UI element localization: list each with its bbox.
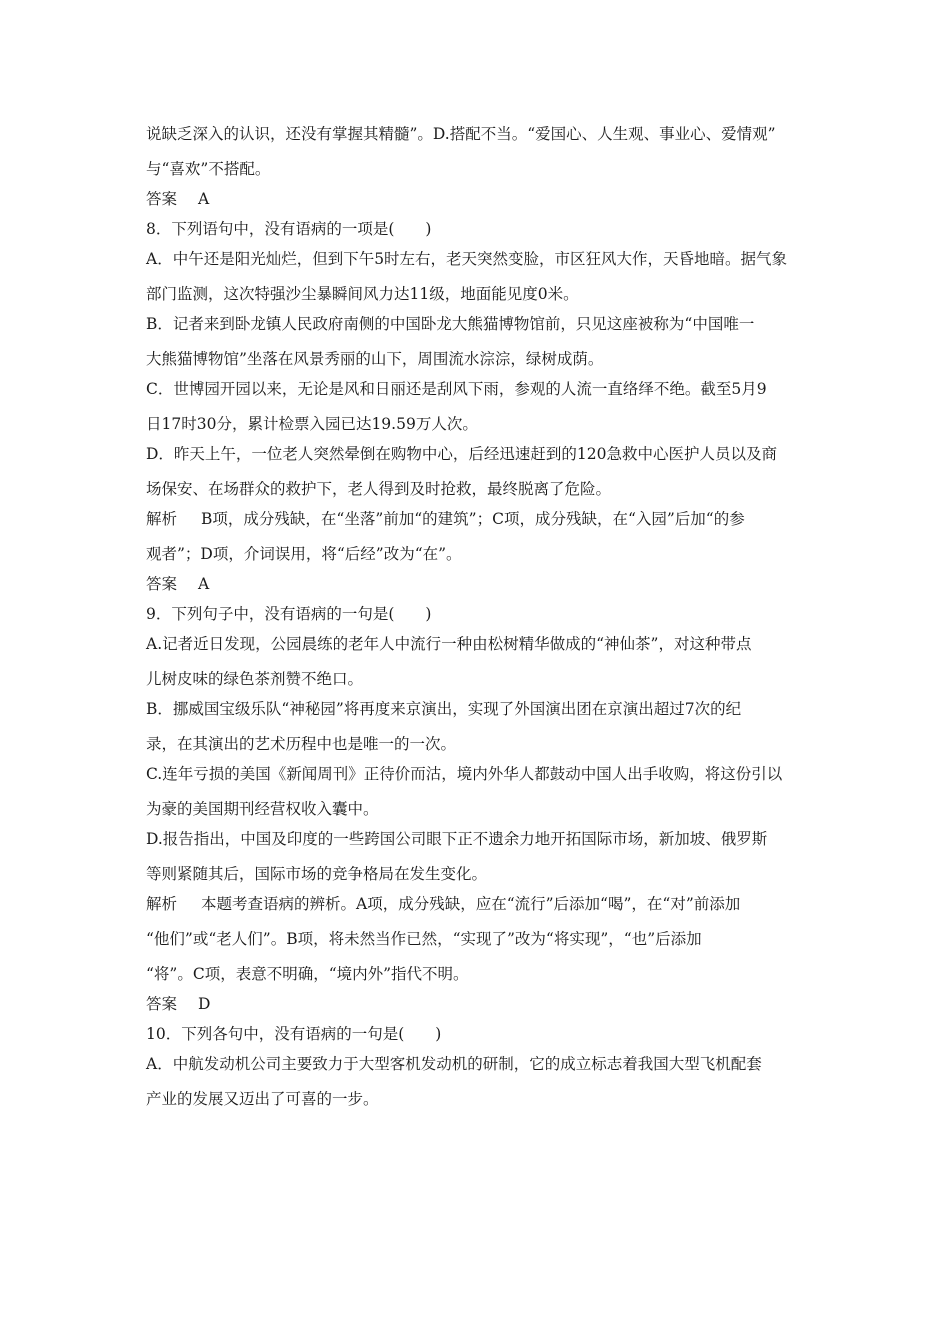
line-text: B项，成分残缺，在“坐落”前加“的建筑”；C项，成分残缺，在“入园”后加“的参 [201,510,745,528]
answer-row [146,188,810,210]
answer-label: 答案 [146,995,178,1013]
line-text: 等则紧随其后，国际市场的竞争格局在发生变化。 [146,865,488,883]
text-line [146,1023,810,1045]
answer-option [146,763,810,820]
line-text: 大熊猫博物馆”坐落在风景秀丽的山下，周围流水淙淙，绿树成荫。 [146,350,604,368]
answer-row [146,573,810,595]
line-text: “将”。C项，表意不明确，“境内外”指代不明。 [146,965,469,983]
answer-line [146,188,810,210]
text-line [146,348,810,370]
text-line [146,313,810,335]
document-page [146,123,810,1118]
line-text: D．昨天上午，一位老人突然晕倒在购物中心，后经迅速赶到的120急救中心医护人员以及商 [146,445,778,463]
line-text: D.报告指出，中国及印度的一些跨国公司眼下正不遗余力地开拓国际市场，新加坡、俄罗斯 [146,830,768,848]
text-line [146,603,810,625]
answer-option [146,248,810,305]
text-line [146,248,810,270]
text-line [146,928,810,950]
line-text: C．世博园开园以来，无论是风和日丽还是刮风下雨，参观的人流一直络绎不绝。截至5月9 [146,380,767,398]
line-text: A．中航发动机公司主要致力于大型客机发动机的研制，它的成立标志着我国大型飞机配套 [146,1055,762,1073]
line-text: 产业的发展又迈出了可喜的一步。 [146,1090,379,1108]
answer-option [146,313,810,370]
analysis-paragraph [146,508,810,565]
question-stem [146,1023,810,1045]
text-line [146,123,810,145]
line-text: 录，在其演出的艺术历程中也是唯一的一次。 [146,735,457,753]
text-line [146,413,810,435]
text-line [146,863,810,885]
answer-row [146,993,810,1015]
text-line [146,443,810,465]
analysis-paragraph [146,893,810,985]
text-line [146,1053,810,1075]
answer-option [146,1053,810,1110]
text-line [146,893,810,915]
line-text: 9．下列句子中，没有语病的一句是( ) [146,605,432,623]
question-stem [146,218,810,240]
text-line [146,763,810,785]
text-line [146,1088,810,1110]
text-line [146,668,810,690]
answer-value: D [198,995,211,1013]
analysis-label: 解析 [146,510,178,528]
text-line [146,158,810,180]
text-line [146,963,810,985]
line-text: 日17时30分，累计检票入园已达19.59万人次。 [146,415,478,433]
line-text: 观者”；D项，介词误用，将“后经”改为“在”。 [146,545,462,563]
text-line [146,283,810,305]
text-line [146,798,810,820]
analysis-label: 解析 [146,895,178,913]
line-text: B．记者来到卧龙镇人民政府南侧的中国卧龙大熊猫博物馆前，只见这座被称为“中国唯一 [146,315,755,333]
line-text: A.记者近日发现，公园晨练的老年人中流行一种由松树精华做成的“神仙茶”，对这种带点 [146,635,752,653]
answer-value: A [198,190,210,208]
answer-line [146,573,810,595]
text-line [146,633,810,655]
line-text: 10．下列各句中，没有语病的一句是( ) [146,1025,442,1043]
text-line [146,378,810,400]
line-text: 为豪的美国期刊经营权收入囊中。 [146,800,379,818]
answer-option [146,378,810,435]
answer-line [146,993,810,1015]
continued-text-paragraph [146,123,810,180]
line-text: 部门监测，这次特强沙尘暴瞬间风力达11级，地面能见度0米。 [146,285,579,303]
answer-option [146,633,810,690]
line-text: 与“喜欢”不搭配。 [146,160,271,178]
text-line [146,218,810,240]
answer-label: 答案 [146,575,178,593]
line-text: “他们”或“老人们”。B项，将未然当作已然，“实现了”改为“将实现”，“也”后添加 [146,930,702,948]
line-text: 8．下列语句中，没有语病的一项是( ) [146,220,432,238]
text-line [146,508,810,530]
line-text: 儿树皮味的绿色茶剂赞不绝口。 [146,670,364,688]
text-line [146,828,810,850]
answer-option [146,443,810,500]
line-text: A．中午还是阳光灿烂，但到下午5时左右，老天突然变脸，市区狂风大作，天昏地暗。据气象 [146,250,788,268]
text-line [146,733,810,755]
text-line [146,478,810,500]
question-stem [146,603,810,625]
line-text: C.连年亏损的美国《新闻周刊》正待价而沽，境内外华人都鼓动中国人出手收购，将这份引以 [146,765,783,783]
line-text: 场保安、在场群众的救护下，老人得到及时抢救，最终脱离了危险。 [146,480,612,498]
text-line [146,543,810,565]
answer-value: A [198,575,210,593]
text-line [146,698,810,720]
line-text: 本题考查语病的辨析。A项，成分残缺，应在“流行”后添加“喝”，在“对”前添加 [201,895,741,913]
line-text: 说缺乏深入的认识，还没有掌握其精髓”。D.搭配不当。“爱国心、人生观、事业心、爱情观” [146,125,776,143]
answer-option [146,698,810,755]
answer-option [146,828,810,885]
line-text: B．挪威国宝级乐队“神秘园”将再度来京演出，实现了外国演出团在京演出超过7次的纪 [146,700,742,718]
answer-label: 答案 [146,190,178,208]
